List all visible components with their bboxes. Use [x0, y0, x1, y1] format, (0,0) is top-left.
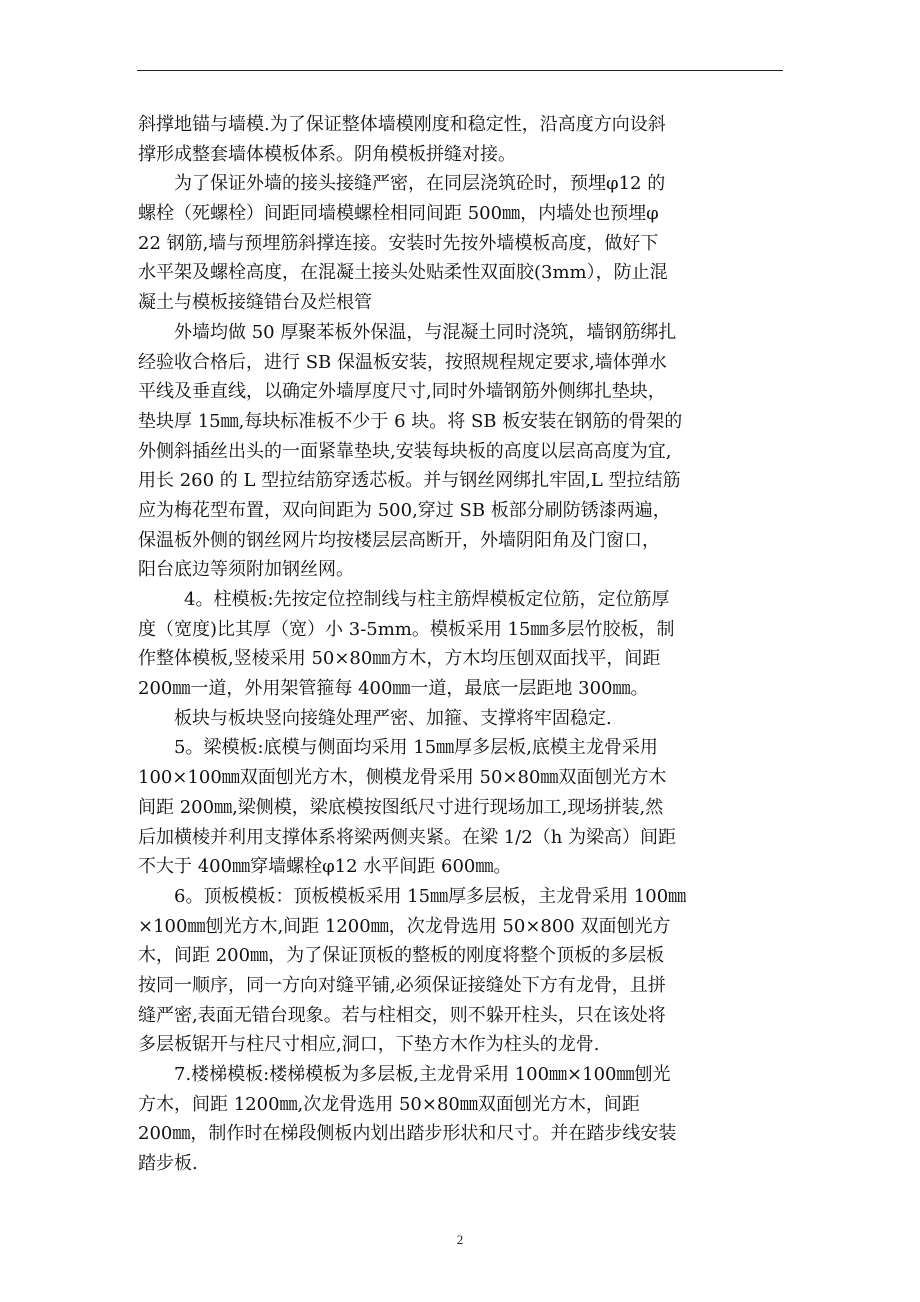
- header-rule: [137, 70, 783, 71]
- text-line: 间距 200㎜,梁侧模，梁底模按图纸尺寸进行现场加工,现场拼装,然: [138, 796, 664, 818]
- text-line: 木，间距 200㎜，为了保证顶板的整板的刚度将整个顶板的多层板: [138, 945, 665, 967]
- text-line: 方木，间距 1200㎜,次龙骨选用 50×80㎜双面刨光方木，间距: [138, 1093, 640, 1115]
- text-line: 后加横棱并利用支撑体系将梁两侧夹紧。在梁 1/2（h 为梁高）间距: [138, 826, 677, 848]
- text-line: 凝土与模板接缝错台及烂根管: [138, 292, 372, 314]
- text-line: 作整体模板,竖棱采用 50×80㎜方木，方木均压刨双面找平，间距: [138, 648, 661, 670]
- text-line: 撑形成整套墙体模板体系。阴角模板拼缝对接。: [138, 143, 516, 165]
- page-number: 2: [456, 1232, 464, 1247]
- text-line: 7.楼梯模板:楼梯模板为多层板,主龙骨采用 100㎜×100㎜刨光: [174, 1064, 671, 1085]
- text-line: ×100㎜刨光方木,间距 1200㎜，次龙骨选用 50×800 双面刨光方: [138, 915, 671, 937]
- text-line: 水平架及螺栓高度，在混凝土接头处贴柔性双面胶(3mm），防止混: [138, 262, 668, 284]
- text-line: 缝严密,表面无错台现象。若与柱相交，则不躲开柱头，只在该处将: [138, 1004, 666, 1026]
- text-line: 垫块厚 15㎜,每块标准板不少于 6 块。将 SB 板安装在钢筋的骨架的: [138, 410, 683, 432]
- text-line: 6。顶板模板：顶板模板采用 15㎜厚多层板，主龙骨采用 100㎜: [174, 885, 687, 907]
- text-line: 经验收合格后，进行 SB 保温板安装，按照规程规定要求,墙体弹水: [138, 351, 667, 373]
- text-line: 为了保证外墙的接头接缝严密，在同层浇筑砼时，预埋φ12 的: [174, 173, 666, 195]
- text-line: 多层板锯开与柱尺寸相应,洞口，下垫方木作为柱头的龙骨.: [138, 1034, 600, 1056]
- text-line: 22 钢筋,墙与预埋筋斜撑连接。安装时先按外墙模板高度，做好下: [138, 232, 659, 254]
- text-line: 踏步板.: [138, 1153, 198, 1175]
- text-line: 4。柱模板:先按定位控制线与柱主筋焊模板定位筋，定位筋厚: [184, 589, 670, 610]
- text-line: 保温板外侧的钢丝网片均按楼层层高断开，外墙阴阳角及门窗口，: [138, 529, 660, 551]
- text-line: 应为梅花型布置，双向间距为 500,穿过 SB 板部分刷防锈漆两遍，: [138, 499, 671, 521]
- text-line: 不大于 400㎜穿墙螺栓φ12 水平间距 600㎜。: [138, 856, 512, 878]
- text-line: 外侧斜插丝出头的一面紧靠垫块,安装每块板的高度以层高高度为宜,: [138, 440, 672, 462]
- text-line: 阳台底边等须附加钢丝网。: [138, 559, 354, 581]
- body-text: [138, 110, 788, 1179]
- text-line: 外墙均做 50 厚聚苯板外保温，与混凝土同时浇筑，墙钢筋绑扎: [174, 321, 677, 343]
- text-line: 平线及垂直线，以确定外墙厚度尺寸,同时外墙钢筋外侧绑扎垫块，: [138, 381, 666, 403]
- text-line: 按同一顺序，同一方向对缝平铺,必须保证接缝处下方有龙骨，且拼: [138, 974, 666, 996]
- text-line: 斜撑地锚与墙模.为了保证整体墙模刚度和稳定性，沿高度方向设斜: [138, 114, 666, 135]
- text-line: 度（宽度)比其厚（宽）小 3-5mm。模板采用 15㎜多层竹胶板，制: [138, 618, 675, 640]
- text-line: 螺栓（死螺栓）间距同墙模螺栓相同间距 500㎜，内墙处也预埋φ: [138, 203, 659, 225]
- text-line: 200㎜一道，外用架管箍每 400㎜一道，最底一层距地 300㎜。: [138, 678, 649, 700]
- text-line: 100×100㎜双面刨光方木，侧模龙骨采用 50×80㎜双面刨光方木: [138, 767, 667, 789]
- text-line: 用长 260 的 L 型拉结筋穿透芯板。并与钢丝网绑扎牢固,L 型拉结筋: [138, 470, 681, 492]
- text-line: 5。梁模板:底模与侧面均采用 15㎜厚多层板,底模主龙骨采用: [174, 737, 658, 759]
- text-line: 板块与板块竖向接缝处理严密、加箍、支撑将牢固稳定.: [174, 707, 612, 729]
- text-line: 200㎜，制作时在梯段侧板内划出踏步形状和尺寸。并在踏步线安装: [138, 1123, 677, 1145]
